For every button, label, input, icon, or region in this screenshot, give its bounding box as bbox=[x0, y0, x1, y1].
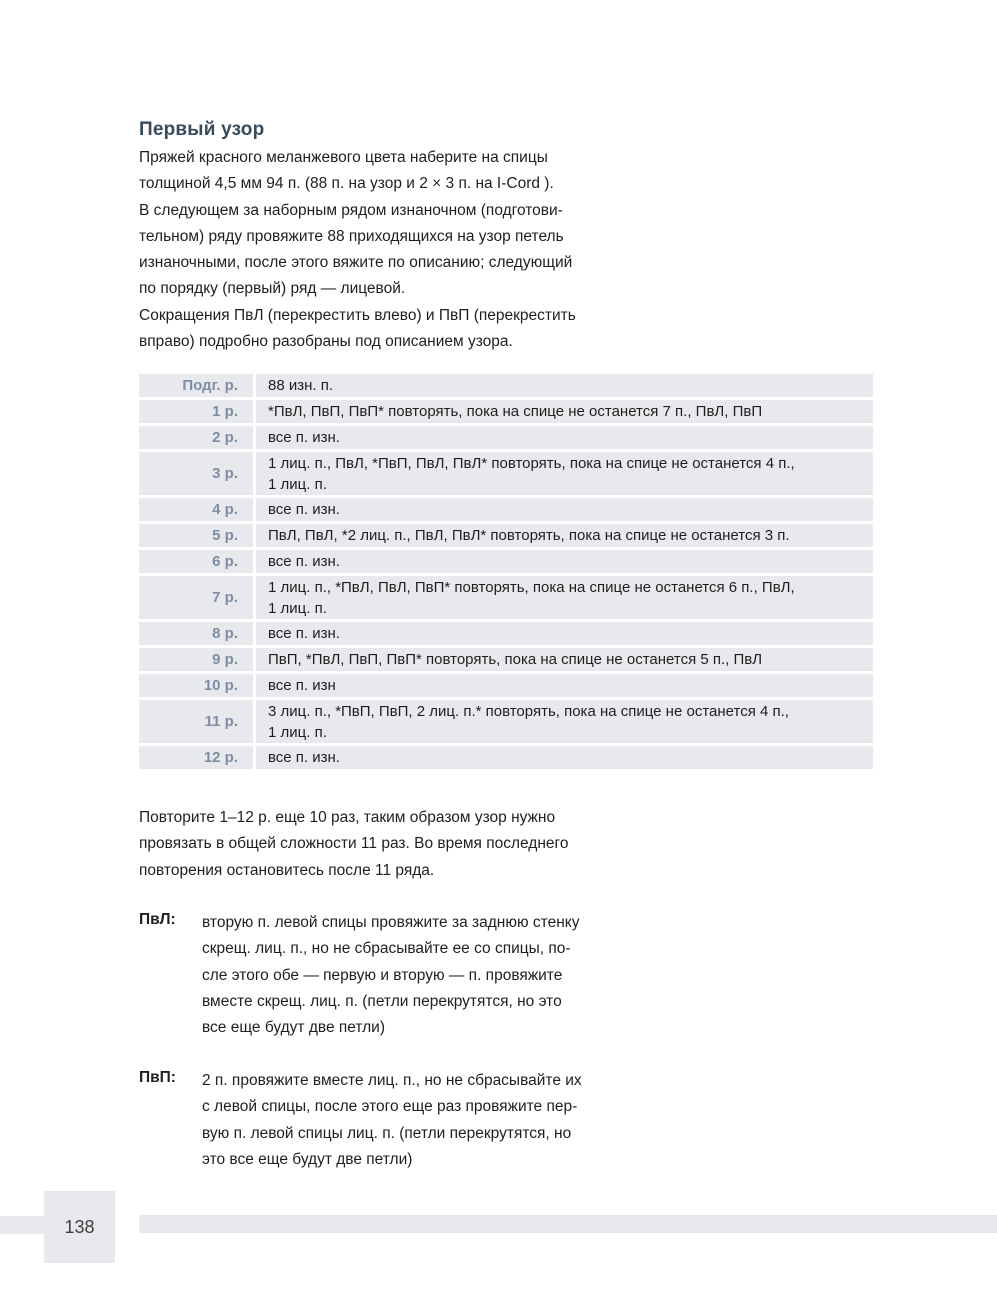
pattern-row bbox=[139, 524, 873, 547]
instruction-line: 1 лиц. п. bbox=[268, 475, 327, 493]
instruction-line: ПвП, *ПвЛ, ПвП, ПвП* повторять, пока на спице не останется 5 п., ПвЛ bbox=[268, 651, 763, 668]
row-label: Подг. р. bbox=[139, 374, 256, 397]
intro-line: вправо) подробно разобраны под описанием узора. bbox=[139, 333, 513, 351]
row-label: 11 р. bbox=[139, 700, 256, 743]
instruction-line: все п. изн. bbox=[268, 501, 340, 518]
row-instruction bbox=[256, 648, 873, 671]
definition-line: скрещ. лиц. п., но не сбрасывайте ее со спицы, по- bbox=[202, 940, 571, 958]
row-instruction bbox=[256, 426, 873, 449]
intro-line: толщиной 4,5 мм 94 п. (88 п. на узор и 2 × 3 п. на I-Cord ). bbox=[139, 175, 554, 193]
pattern-row bbox=[139, 550, 873, 573]
row-instruction bbox=[256, 498, 873, 521]
instruction-line: все п. изн. bbox=[268, 749, 340, 766]
row-label: 1 р. bbox=[139, 400, 256, 423]
definition-line: 2 п. провяжите вместе лиц. п., но не сбрасывайте их bbox=[202, 1072, 582, 1089]
definition-line: сле этого обе — первую и вторую — п. провяжите bbox=[202, 966, 563, 984]
intro-line: Пряжей красного меланжевого цвета наберите на спицы bbox=[139, 149, 548, 166]
instruction-line: ПвЛ, ПвЛ, *2 лиц. п., ПвЛ, ПвЛ* повторять, пока на спице не останется 3 п. bbox=[268, 527, 790, 544]
row-instruction bbox=[256, 622, 873, 645]
row-instruction bbox=[256, 400, 873, 423]
instruction-line: *ПвЛ, ПвП, ПвП* повторять, пока на спице не останется 7 п., ПвЛ, ПвП bbox=[268, 403, 763, 420]
page-number: 138 bbox=[44, 1191, 115, 1263]
pattern-row bbox=[139, 700, 873, 743]
row-instruction bbox=[256, 452, 873, 495]
repeat-line: провязать в общей сложности 11 раз. Во время последнего bbox=[139, 835, 569, 853]
instruction-line: 3 лиц. п., *ПвП, ПвП, 2 лиц. п.* повторять, пока на спице не останется 4 п., bbox=[268, 702, 789, 720]
instruction-line: 1 лиц. п., *ПвЛ, ПвЛ, ПвП* повторять, пока на спице не останется 6 п., ПвЛ, bbox=[268, 578, 795, 596]
instruction-line: 1 лиц. п. bbox=[268, 723, 327, 741]
row-instruction bbox=[256, 524, 873, 547]
abbreviation-term: ПвЛ: bbox=[139, 911, 176, 928]
pattern-row bbox=[139, 426, 873, 449]
row-label: 6 р. bbox=[139, 550, 256, 573]
row-label: 12 р. bbox=[139, 746, 256, 769]
repeat-line: Повторите 1–12 р. еще 10 раз, таким образом узор нужно bbox=[139, 809, 556, 826]
footer-bar-left bbox=[0, 1216, 44, 1234]
row-instruction bbox=[256, 674, 873, 697]
intro-line: Сокращения ПвЛ (перекрестить влево) и ПвП (перекрестить bbox=[139, 306, 576, 324]
pattern-row bbox=[139, 674, 873, 697]
row-instruction bbox=[256, 576, 873, 619]
repeat-line: повторения остановитесь после 11 ряда. bbox=[139, 861, 435, 879]
pattern-row bbox=[139, 452, 873, 495]
pattern-row bbox=[139, 576, 873, 619]
row-instruction bbox=[256, 746, 873, 769]
intro-line: изнаночными, после этого вяжите по описанию; следующий bbox=[139, 254, 573, 272]
definition-line: вместе скрещ. лиц. п. (петли перекрутятся, но это bbox=[202, 992, 562, 1010]
instruction-line: 1 лиц. п. bbox=[268, 599, 327, 617]
row-instruction bbox=[256, 550, 873, 573]
intro-line: по порядку (первый) ряд — лицевой. bbox=[139, 280, 406, 298]
row-label: 2 р. bbox=[139, 426, 256, 449]
pattern-row bbox=[139, 648, 873, 671]
row-instruction bbox=[256, 700, 873, 743]
instruction-line: все п. изн bbox=[268, 677, 336, 694]
pattern-row bbox=[139, 498, 873, 521]
row-label: 8 р. bbox=[139, 622, 256, 645]
abbreviation-term: ПвП: bbox=[139, 1069, 176, 1086]
definition-line: все еще будут две петли) bbox=[202, 1019, 385, 1037]
instruction-line: 1 лиц. п., ПвЛ, *ПвП, ПвЛ, ПвЛ* повторять, пока на спице не останется 4 п., bbox=[268, 454, 795, 472]
pattern-row bbox=[139, 400, 873, 423]
repeat-paragraph bbox=[139, 805, 659, 884]
definition-line: с левой спицы, после этого еще раз провяжите пер- bbox=[202, 1098, 578, 1116]
row-label: 5 р. bbox=[139, 524, 256, 547]
row-label: 9 р. bbox=[139, 648, 256, 671]
pattern-row bbox=[139, 374, 873, 397]
row-label: 7 р. bbox=[139, 576, 256, 619]
abbreviation-definition bbox=[202, 910, 642, 1041]
pattern-table bbox=[139, 371, 873, 772]
section-heading: Первый узор bbox=[139, 119, 265, 140]
intro-line: тельном) ряду провяжите 88 приходящихся на узор петель bbox=[139, 227, 564, 245]
definition-line: вую п. левой спицы лиц. п. (петли перекрутятся, но bbox=[202, 1124, 572, 1142]
row-instruction bbox=[256, 374, 873, 397]
instruction-line: все п. изн. bbox=[268, 553, 340, 570]
row-label: 4 р. bbox=[139, 498, 256, 521]
instruction-line: все п. изн. bbox=[268, 625, 340, 642]
row-label: 10 р. bbox=[139, 674, 256, 697]
definition-line: это все еще будут две петли) bbox=[202, 1150, 413, 1168]
pattern-row bbox=[139, 622, 873, 645]
abbreviation-definition bbox=[202, 1068, 642, 1173]
definition-line: вторую п. левой спицы провяжите за заднюю стенку bbox=[202, 914, 580, 931]
pattern-row bbox=[139, 746, 873, 769]
intro-paragraph bbox=[139, 145, 639, 355]
instruction-line: 88 изн. п. bbox=[268, 377, 334, 394]
footer-bar bbox=[139, 1215, 997, 1233]
row-label: 3 р. bbox=[139, 452, 256, 495]
intro-line: В следующем за наборным рядом изнаночном (подготови- bbox=[139, 201, 563, 219]
instruction-line: все п. изн. bbox=[268, 429, 340, 446]
